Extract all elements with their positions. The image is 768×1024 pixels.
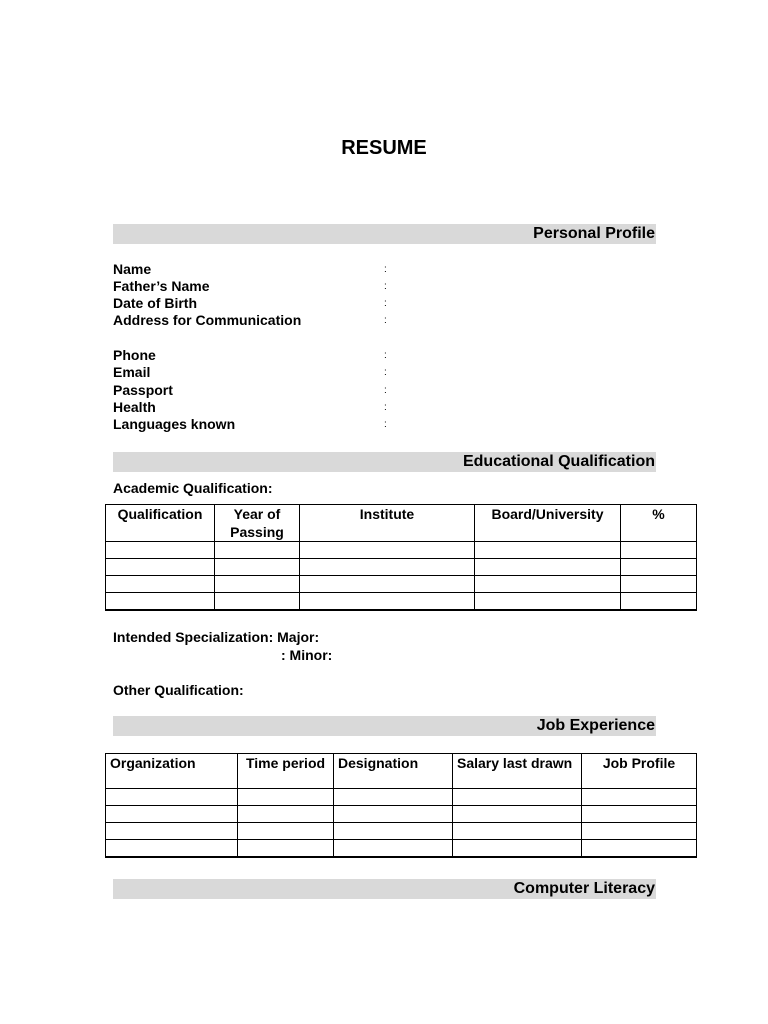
table-cell[interactable]	[238, 806, 334, 823]
table-cell[interactable]	[238, 840, 334, 858]
table-cell[interactable]	[106, 806, 238, 823]
table-cell[interactable]	[621, 559, 697, 576]
field-colon: :	[384, 419, 387, 430]
table-cell[interactable]	[238, 823, 334, 840]
table-cell[interactable]	[621, 542, 697, 559]
table-cell[interactable]	[582, 806, 697, 823]
table-row	[106, 576, 697, 593]
academic-table-header-row	[106, 505, 697, 542]
other-qualification-label: Other Qualification:	[113, 682, 244, 698]
field-label-health: Health	[113, 399, 156, 415]
table-cell[interactable]	[453, 840, 582, 858]
table-cell[interactable]	[106, 789, 238, 806]
table-cell[interactable]	[106, 542, 215, 559]
field-label-email: Email	[113, 364, 151, 380]
table-cell[interactable]	[300, 542, 475, 559]
column-header: Board/University	[475, 505, 621, 542]
table-cell[interactable]	[215, 576, 300, 593]
table-row	[106, 542, 697, 559]
educational-qualification-header: Educational Qualification	[113, 452, 656, 472]
table-cell[interactable]	[453, 789, 582, 806]
column-header: Time period	[238, 754, 334, 789]
column-header: Designation	[334, 754, 453, 789]
table-cell[interactable]	[334, 823, 453, 840]
column-header: Institute	[300, 505, 475, 542]
table-row	[106, 806, 697, 823]
table-cell[interactable]	[300, 593, 475, 611]
table-cell[interactable]	[582, 789, 697, 806]
field-colon: :	[384, 281, 387, 292]
column-header: %	[621, 505, 697, 542]
column-header: Year of Passing	[215, 505, 300, 542]
column-header: Job Profile	[582, 754, 697, 789]
table-cell[interactable]	[215, 593, 300, 611]
field-colon: :	[384, 385, 387, 396]
personal-profile-header: Personal Profile	[113, 224, 656, 244]
table-cell[interactable]	[475, 576, 621, 593]
table-cell[interactable]	[334, 789, 453, 806]
field-label-phone: Phone	[113, 347, 156, 363]
table-cell[interactable]	[475, 559, 621, 576]
job-table-header-row	[106, 754, 697, 789]
table-cell[interactable]	[621, 593, 697, 611]
job-experience-header: Job Experience	[113, 716, 656, 736]
table-cell[interactable]	[106, 576, 215, 593]
field-colon: :	[384, 315, 387, 326]
column-header: Salary last drawn	[453, 754, 582, 789]
specialization-minor-label: : Minor:	[281, 647, 333, 663]
field-colon: :	[384, 367, 387, 378]
table-cell[interactable]	[106, 823, 238, 840]
field-colon: :	[384, 264, 387, 275]
field-label-address: Address for Communication	[113, 312, 302, 328]
specialization-major-label: Intended Specialization: Major:	[113, 629, 320, 645]
table-cell[interactable]	[300, 576, 475, 593]
column-header: Qualification	[106, 505, 215, 542]
field-colon: :	[384, 298, 387, 309]
table-cell[interactable]	[582, 840, 697, 858]
table-cell[interactable]	[106, 593, 215, 611]
table-row	[106, 559, 697, 576]
field-label-date-of-birth: Date of Birth	[113, 295, 197, 311]
table-cell[interactable]	[453, 823, 582, 840]
table-cell[interactable]	[106, 559, 215, 576]
table-row	[106, 593, 697, 611]
table-cell[interactable]	[475, 542, 621, 559]
job-table	[105, 753, 697, 858]
table-cell[interactable]	[453, 806, 582, 823]
table-cell[interactable]	[582, 823, 697, 840]
field-label-name: Name	[113, 261, 152, 277]
academic-qualification-label: Academic Qualification:	[113, 480, 273, 496]
field-label-languages: Languages known	[113, 416, 236, 432]
field-label-fathers-name: Father’s Name	[113, 278, 210, 294]
field-label-passport: Passport	[113, 382, 173, 398]
table-cell[interactable]	[334, 840, 453, 858]
table-cell[interactable]	[475, 593, 621, 611]
table-row	[106, 823, 697, 840]
academic-table	[105, 504, 697, 611]
field-colon: :	[384, 402, 387, 413]
table-cell[interactable]	[215, 542, 300, 559]
table-cell[interactable]	[106, 840, 238, 858]
table-row	[106, 789, 697, 806]
page-title: RESUME	[341, 137, 427, 159]
table-cell[interactable]	[215, 559, 300, 576]
table-cell[interactable]	[238, 789, 334, 806]
table-cell[interactable]	[300, 559, 475, 576]
table-cell[interactable]	[334, 806, 453, 823]
computer-literacy-header: Computer Literacy	[113, 879, 656, 899]
field-colon: :	[384, 350, 387, 361]
table-cell[interactable]	[621, 576, 697, 593]
table-row	[106, 840, 697, 858]
column-header: Organization	[106, 754, 238, 789]
